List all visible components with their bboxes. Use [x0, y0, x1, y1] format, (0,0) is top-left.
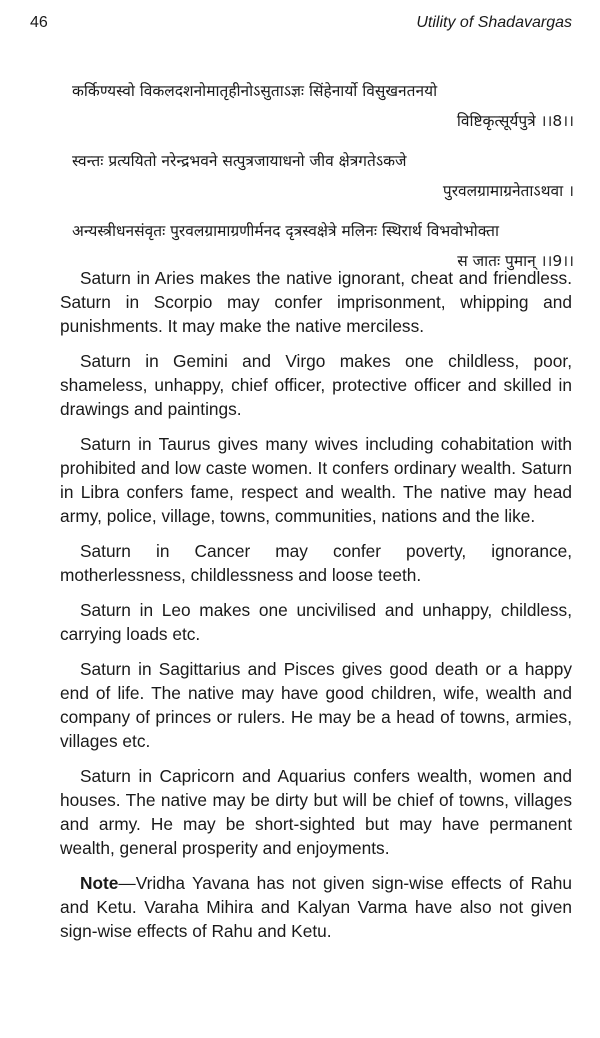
verse-line: कर्किण्यस्वो विकलदशनोमातृहीनोऽसुताऽज्ञः सिंहेनार्यो विसुखनतनयो [72, 82, 438, 100]
paragraph: Saturn in Gemini and Virgo makes one childless, poor, shameless, unhappy, chief officer, protective officer and skilled in drawings and paintings. [60, 351, 572, 419]
note-text: —Vridha Yavana has not given sign-wise effects of Rahu and Ketu. Varaha Mihira and Kalyan Varma have also not given sign-wise effects of Rahu and Ketu. [60, 873, 572, 941]
running-title: Utility of Shadavargas [416, 14, 572, 31]
verse-8 [72, 76, 574, 136]
paragraph: Saturn in Aries makes the native ignorant, cheat and friendless. Saturn in Scorpio may confer imprisonment, whipping and punishments. It may make the native merciless. [60, 268, 572, 336]
verse-line: स जातः पुमान् ।।9।। [457, 252, 574, 270]
verse-line: विष्टिकृत्सूर्यपुत्रे ।।8।। [456, 112, 574, 130]
verse-line: स्वन्तः प्रत्ययितो नरेन्द्रभवने सत्पुत्रजायाधनो जीव क्षेत्रगतेऽकजे [72, 152, 407, 170]
verse-line: अन्यस्त्रीधनसंवृतः पुरवलग्रामाग्रणीर्मनद दृत्रस्वक्षेत्रे मलिनः स्थिरार्थ विभवोभोक्ता [72, 222, 499, 240]
verse-line: पुरवलग्रामाग्रनेताऽथवा । [442, 182, 574, 200]
paragraph: Saturn in Sagittarius and Pisces gives good death or a happy end of life. The native may have good children, wife, wealth and company of princes or rulers. He may be a head of towns, armies, villages etc. [60, 659, 572, 751]
paragraph: Saturn in Capricorn and Aquarius confers wealth, women and houses. The native may be dirty but will be chief of towns, villages and army. He may be short-sighted but may have permanent wealth, general prosperity and enjoyments. [60, 766, 572, 858]
paragraph: Saturn in Taurus gives many wives including cohabitation with prohibited and low caste women. It confers ordinary wealth. Saturn in Libra confers fame, respect and wealth. The native may head army, police, village, towns, communities, nations and the like. [60, 434, 572, 526]
paragraph: Saturn in Leo makes one uncivilised and unhappy, childless, carrying loads etc. [60, 600, 572, 644]
translation-text [60, 266, 572, 954]
paragraph: Saturn in Cancer may confer poverty, ignorance, motherlessness, childlessness and loose teeth. [60, 541, 572, 585]
note-paragraph [60, 871, 572, 943]
page-header [30, 14, 572, 38]
verse-8b [72, 146, 574, 206]
page-number: 46 [30, 14, 48, 31]
sanskrit-verses [72, 76, 574, 286]
note-label: Note [80, 873, 119, 893]
